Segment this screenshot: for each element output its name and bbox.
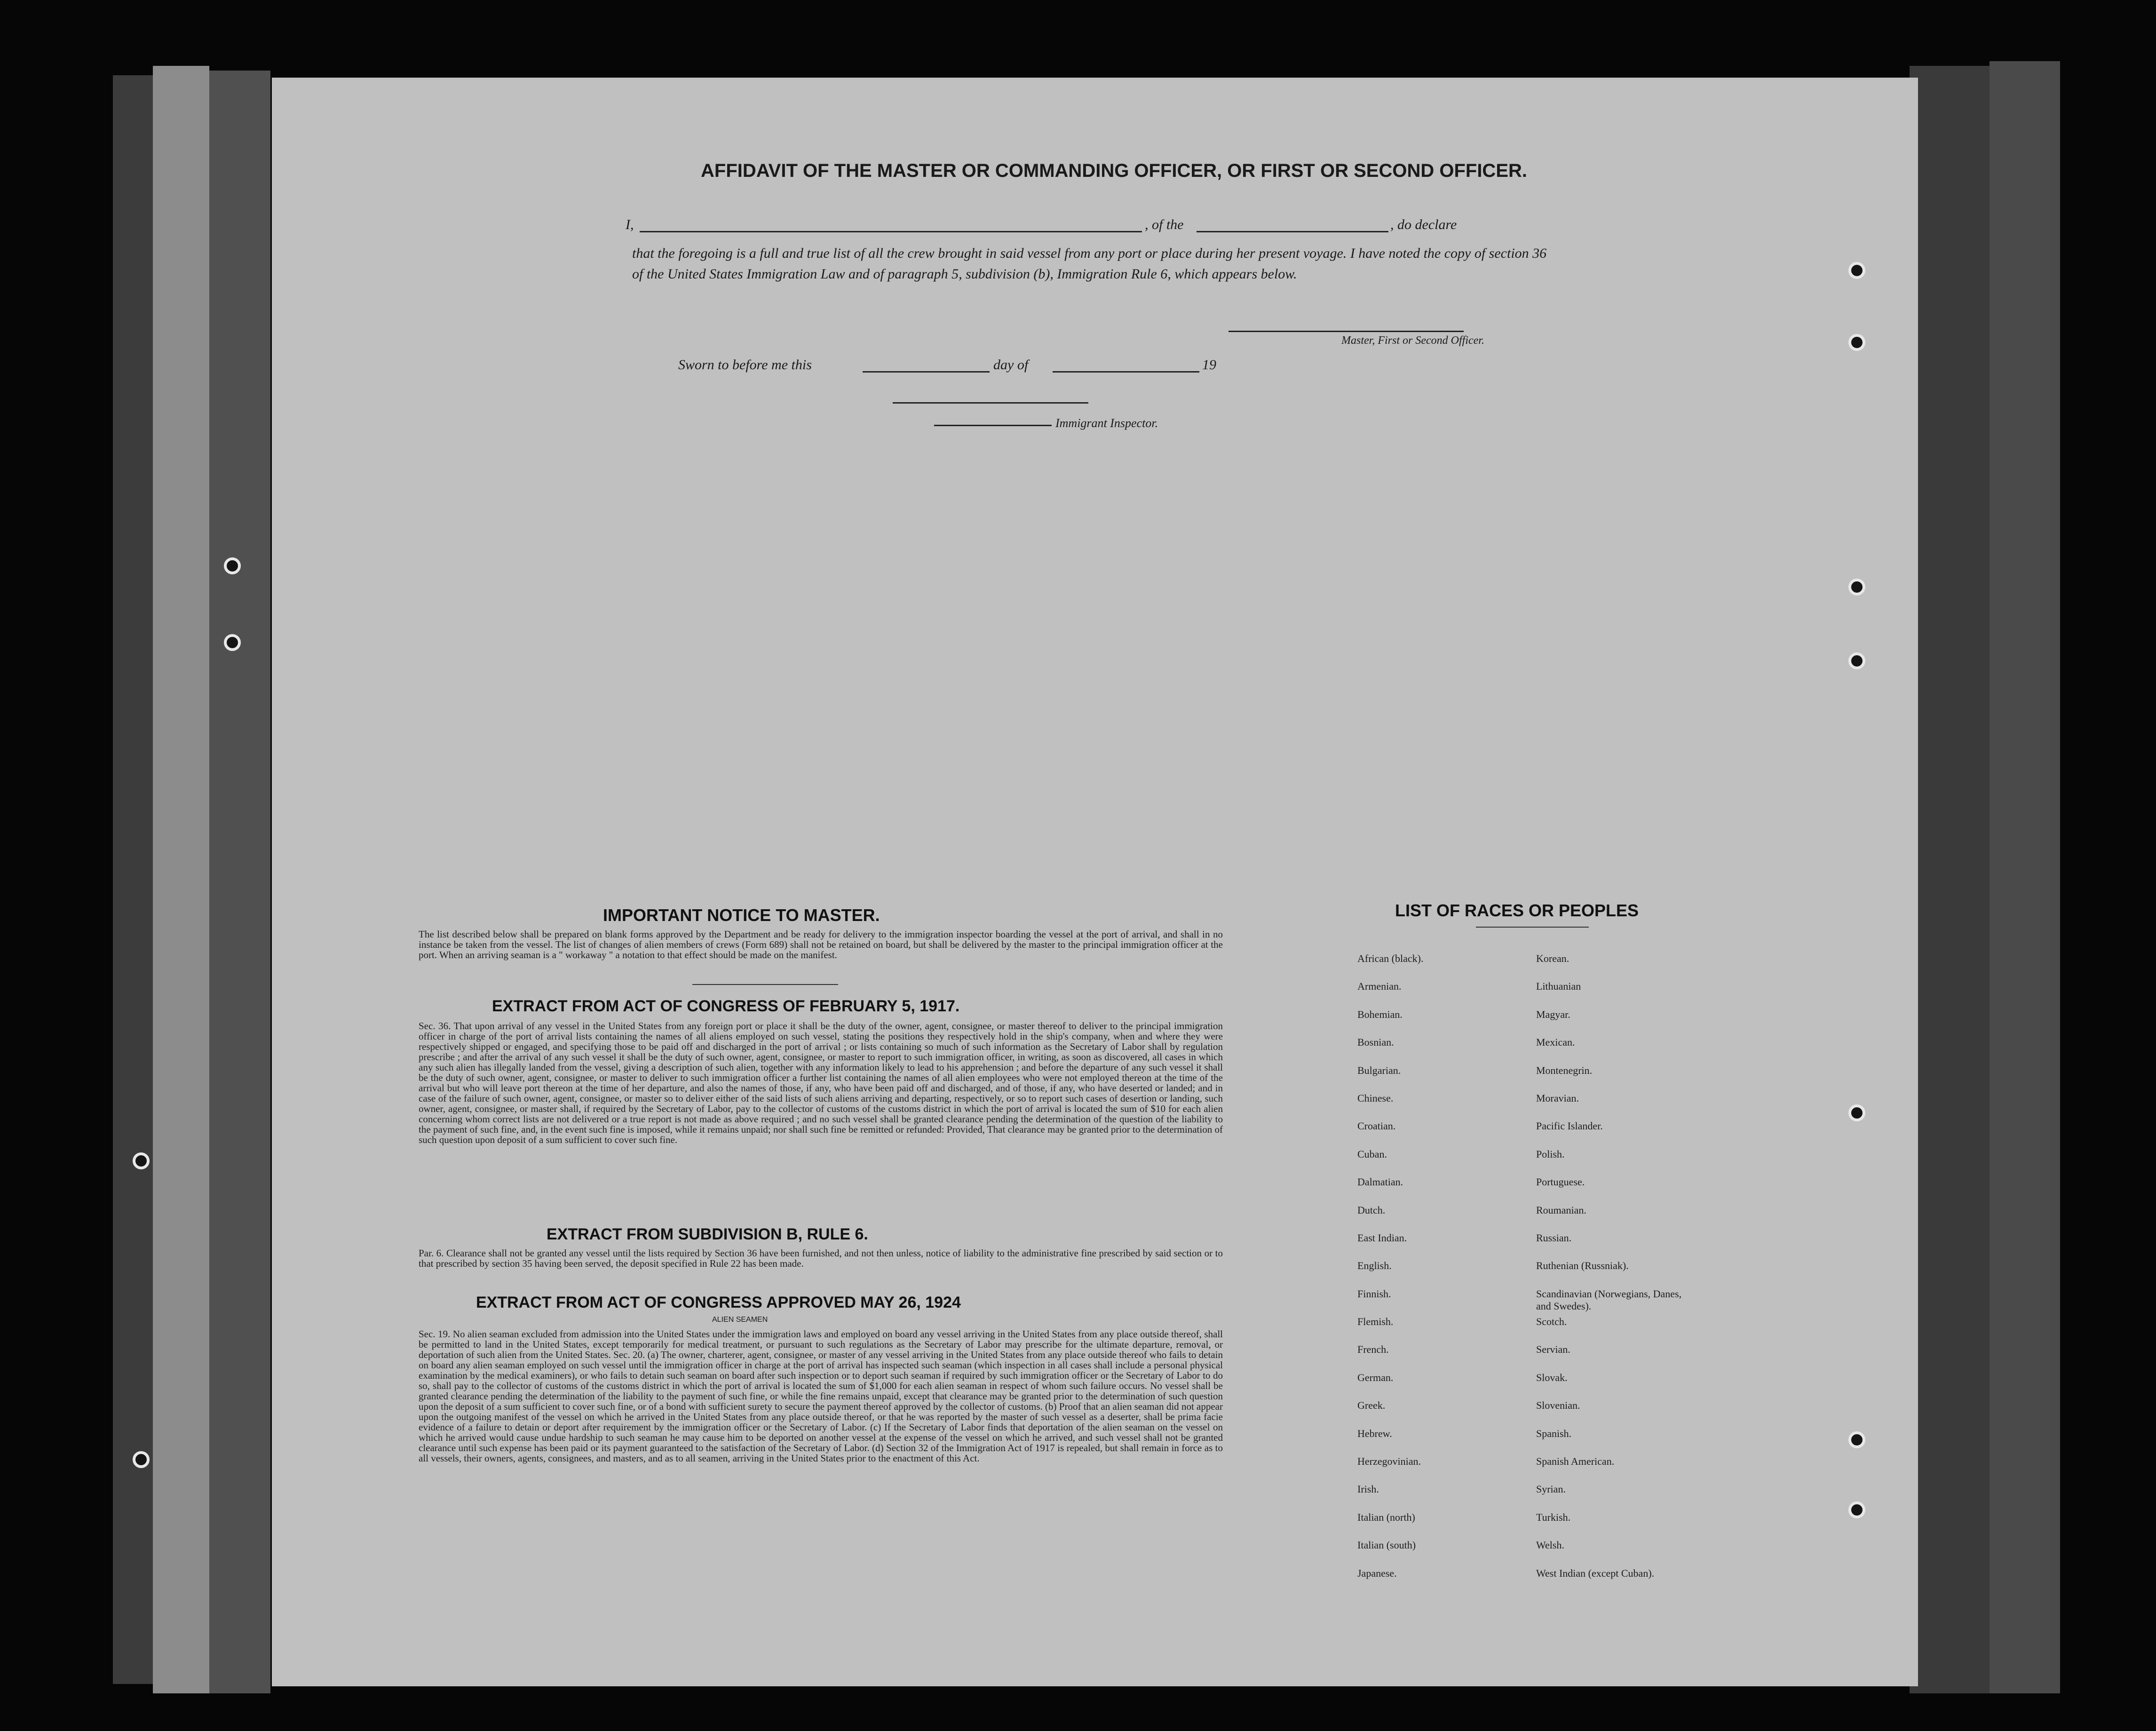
immigrant-inspector-label: Immigrant Inspector. — [1055, 416, 1158, 430]
officer-signature-label: Master, First or Second Officer. — [1341, 334, 1484, 347]
punch-hole — [133, 1152, 150, 1169]
race-item: Cuban. — [1357, 1148, 1387, 1160]
race-item: Armenian. — [1357, 980, 1402, 993]
race-item: Servian. — [1536, 1343, 1570, 1356]
sworn-month-line[interactable] — [1053, 371, 1199, 373]
race-item: East Indian. — [1357, 1231, 1407, 1244]
year-prefix: 19 — [1202, 357, 1216, 373]
declarant-name-line[interactable] — [640, 231, 1142, 232]
affidavit-statement: that the foregoing is a full and true list of all the crew brought in said vessel from any port or place during her present voyage. I have noted the copy of section 36 of the United States Immigration Law and of paragraph 5, subdivision (b), Immigration Rule 6, which appears below. — [632, 246, 1547, 282]
punch-hole — [224, 634, 241, 651]
important-notice-title: IMPORTANT NOTICE TO MASTER. — [603, 905, 880, 925]
race-item: Japanese. — [1357, 1567, 1397, 1579]
race-item: Korean. — [1536, 953, 1569, 964]
race-item: Magyar. — [1536, 1008, 1570, 1020]
extract-1924-text: Sec. 19. No alien seaman excluded from admission into the United States under the immigration laws and employed on board any vessel arriving in the United States from any place outside thereof, shall be permitted to land in the United States, except temporarily for medical treatment, or pursuant to such regulations as the Secretary of Labor may prescribe for the ultimate departure, removal, or deportation of such alien from the United States. Sec. 20. (a) The owner, charterer, agent, consignee, or master of any vessel arriving in the United States from any place outside thereof who fails to detain on board any alien seaman employed on such vessel until the immigration officer in charge at the port of arrival has inspected such seaman (which inspection in all cases shall include a personal physical examination by the medical examiners), or who fails to detain such seaman on board after such inspection or to deport such seaman if required by such immigration officer or the Secretary of Labor to do so, shall pay to the collector of customs of the customs district in which the port of arrival is located the sum of $1,000 for each alien seaman in respect of whom such failure occurs. No vessel shall be granted clearance pending the determination of the liability to the payment of such fine, or while the fine remains unpaid, except that clearance may be granted prior to the determination of such question upon the deposit of a sum sufficient to cover such fine, or of a bond with sufficient surety to secure the payment thereof approved by the collector of customs. (b) Proof that an alien seaman did not appear upon the outgoing manifest of the vessel on which he arrived in the United States from any place outside thereof, or that he was reported by the master of such vessel as a deserter, shall be prima facie evidence of a failure to detain or deport after requirement by the immigration officer or the Secretary of Labor. (c) If the Secretary of Labor finds that deportation of the alien seaman on the vessel on which he arrived would cause undue hardship to such seaman he may cause him to be deported on another vessel at the expense of the vessel on which he arrived, and such vessel shall not be granted clearance until such expense has been paid or its payment guaranteed to the satisfaction of the Secretary of Labor. (d) Section 32 of the Immigration Act of 1917 is repealed, but shall remain in force as to all vessels, their owners, agents, consignees, and masters, and as to all seamen, arriving in the United States prior to the enactment of this Act. — [419, 1328, 1223, 1464]
underlying-page-left — [153, 66, 209, 1693]
race-item: Italian (north) — [1357, 1511, 1415, 1523]
race-item: Montenegrin. — [1536, 1064, 1593, 1076]
race-item: Portuguese. — [1536, 1176, 1585, 1188]
day-of-label: day of — [993, 357, 1029, 373]
inspector-signature-line[interactable] — [893, 402, 1088, 404]
race-item: Turkish. — [1536, 1511, 1571, 1523]
punch-hole — [1848, 579, 1865, 596]
race-item: Spanish. — [1536, 1427, 1572, 1439]
races-list-title: LIST OF RACES OR PEOPLES — [1395, 901, 1639, 920]
race-item: Spanish American. — [1536, 1455, 1615, 1468]
affidavit-title: AFFIDAVIT OF THE MASTER OR COMMANDING OFFICER, OR FIRST OR SECOND OFFICER. — [701, 160, 1527, 181]
races-list-left — [1357, 953, 1423, 1595]
race-item: Finnish. — [1357, 1287, 1391, 1300]
race-item: Flemish. — [1357, 1316, 1394, 1328]
race-item: Welsh. — [1536, 1539, 1564, 1551]
extract-1924-subtitle: ALIEN SEAMEN — [712, 1316, 768, 1324]
race-item: Polish. — [1536, 1148, 1565, 1160]
race-item: Scandinavian (Norwegians, Danes, and Swedes). — [1536, 1287, 1682, 1312]
punch-hole — [1848, 262, 1865, 279]
race-item: Ruthenian (Russniak). — [1536, 1260, 1629, 1272]
punch-hole — [1848, 1431, 1865, 1448]
races-divider — [1476, 927, 1589, 928]
race-item: Hebrew. — [1357, 1427, 1392, 1439]
race-item: Italian (south) — [1357, 1539, 1416, 1551]
race-item: African (black). — [1357, 953, 1424, 964]
race-item: Slovenian. — [1536, 1399, 1580, 1412]
sworn-before-label: Sworn to before me this — [678, 357, 812, 373]
extract-1917-title: EXTRACT FROM ACT OF CONGRESS OF FEBRUARY 5, 1917. — [492, 997, 960, 1015]
race-item: French. — [1357, 1343, 1389, 1356]
officer-signature-line[interactable] — [1229, 331, 1464, 332]
punch-hole — [1848, 1104, 1865, 1121]
race-item: German. — [1357, 1371, 1394, 1383]
punch-hole — [224, 557, 241, 574]
races-list-right — [1536, 953, 1687, 1595]
race-item: Slovak. — [1536, 1371, 1568, 1383]
race-item: Lithuanian — [1536, 980, 1581, 993]
race-item: Greek. — [1357, 1399, 1386, 1412]
punch-hole — [1848, 1501, 1865, 1518]
extract-rule6-text: Par. 6. Clearance shall not be granted any vessel until the lists required by Section 36 have been furnished, and not then unless, notice of liability to the administrative fine prescribed by said section or to that prescribed by section 35 having been served, the deposit specified in Rule 22 has been made. — [419, 1247, 1223, 1269]
race-item: Syrian. — [1536, 1483, 1566, 1495]
race-item: Scotch. — [1536, 1316, 1567, 1328]
extract-1917-text: Sec. 36. That upon arrival of any vessel in the United States from any foreign port or place it shall be the duty of the owner, agent, consignee, or master thereof to deliver to the principal immigration officer in charge of the port of arrival lists containing the names of all aliens employed on such vessel, stating the positions they respectively hold in the ship's company, when and where they were respectively shipped or engaged, and specifying those to be paid off and discharged in the port of arrival ; or lists containing so much of such information as the Secretary of Labor shall by regulation prescribe ; and after the arrival of any such vessel it shall be the duty of such owner, agent, consignee, or master to report to such immigration officer, in writing, as soon as discovered, all cases in which any such alien has illegally landed from the vessel, giving a description of such alien, together with any information likely to lead to his apprehension ; and before the departure of any such vessel it shall be the duty of such owner, agent, consignee, or master to deliver to such immigration officer a further list containing the names of all alien employees who were not employed thereon at the time of the arrival but who will leave port thereon at the time of her departure, and also the names of those, if any, who have been paid off and discharged, and of those, if any, who have deserted or landed; and in case of the failure of such owner, agent, consignee, or master so to deliver either of the said lists of such aliens arriving and departing, respectively, or so to report such cases of desertion or landing, such owner, agent, consignee, or master shall, if required by the Secretary of Labor, pay to the collector of customs of the customs district in which the port of arrival is located the sum of $10 for each alien concerning whom correct lists are not delivered or a true report is not made as above required ; and no such vessel shall be granted clearance pending the determination of the question of the liability to the payment of such fine, and, in the event such fine is imposed, while it remains unpaid; nor shall such fine be remitted or refunded: Provided, That clearance may be granted prior to the determination of such question upon deposit of a sum sufficient to cover such fine. — [419, 1020, 1223, 1145]
race-item: Irish. — [1357, 1483, 1379, 1495]
race-item: English. — [1357, 1260, 1392, 1272]
race-item: Bosnian. — [1357, 1036, 1394, 1048]
race-item: Mexican. — [1536, 1036, 1575, 1048]
binding-edge-left — [113, 75, 153, 1684]
race-item: Dutch. — [1357, 1204, 1386, 1216]
affidavit-declarant-prefix: I, — [626, 217, 634, 232]
race-item: Bohemian. — [1357, 1008, 1403, 1020]
punch-hole — [1848, 334, 1865, 351]
underlying-page-right — [1910, 66, 1990, 1693]
important-notice-text: The list described below shall be prepared on blank forms approved by the Department and be ready for delivery to the immigration inspector boarding the vessel at the port of arrival, and shall in no instance be taken from the vessel. The list of changes of alien members of crews (Form 689) shall not be retained on board, but shall be delivered by the master to the principal immigration officer at the port. When an arriving seaman is a " workaway " a notation to that effect should be made on the manifest. — [419, 929, 1223, 961]
race-item: Croatian. — [1357, 1120, 1396, 1132]
sworn-date-line[interactable] — [863, 371, 990, 373]
inspector-signature-underline[interactable] — [934, 425, 1052, 426]
race-item: Moravian. — [1536, 1092, 1579, 1104]
race-item: Chinese. — [1357, 1092, 1394, 1104]
affidavit-do-declare: , do declare — [1390, 217, 1457, 232]
section-divider — [692, 984, 838, 985]
race-item: Herzegovinian. — [1357, 1455, 1421, 1468]
race-item: Bulgarian. — [1357, 1064, 1401, 1076]
punch-hole — [1848, 652, 1865, 669]
race-item: Russian. — [1536, 1231, 1572, 1244]
race-item: Pacific Islander. — [1536, 1120, 1603, 1132]
race-item: Dalmatian. — [1357, 1176, 1403, 1188]
race-item: Roumanian. — [1536, 1204, 1586, 1216]
extract-1924-title: EXTRACT FROM ACT OF CONGRESS APPROVED MAY 26, 1924 — [476, 1294, 961, 1311]
manifest-page — [272, 78, 1918, 1686]
extract-rule6-title: EXTRACT FROM SUBDIVISION B, RULE 6. — [547, 1225, 868, 1243]
race-item: West Indian (except Cuban). — [1536, 1567, 1655, 1579]
punch-hole — [133, 1451, 150, 1468]
vessel-name-line[interactable] — [1197, 231, 1388, 232]
binding-edge-right — [1990, 61, 2060, 1693]
binding-edge-left-inner — [209, 71, 270, 1693]
affidavit-of-the: , of the — [1145, 217, 1184, 232]
